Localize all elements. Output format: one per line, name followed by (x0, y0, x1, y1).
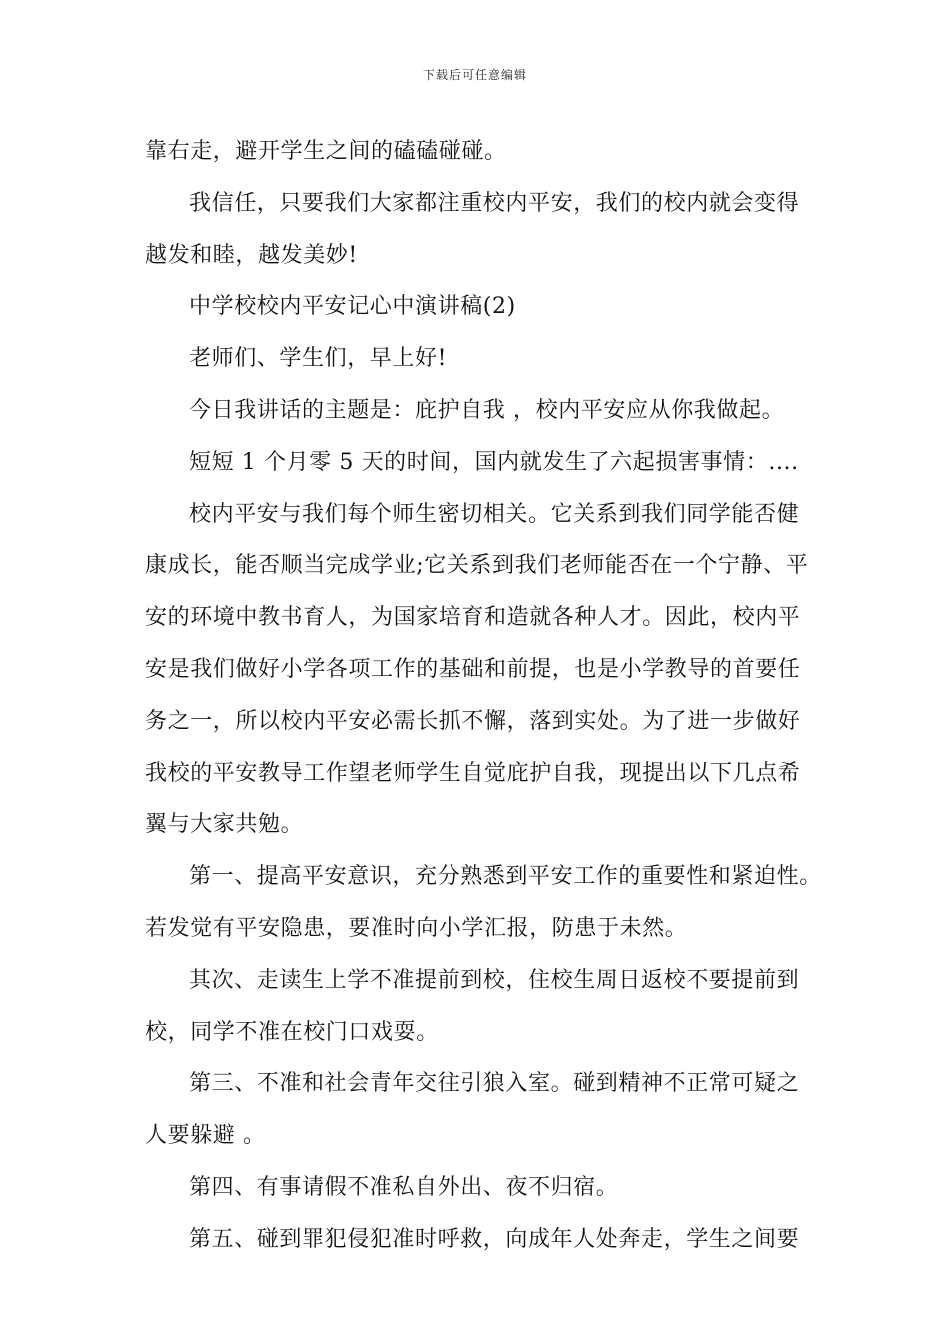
text-line: 安是我们做好小学各项工作的基础和前提，也是小学教导的首要任 (145, 656, 801, 682)
text-line: 第五、碰到罪犯侵犯准时呼救，向成年人处奔走，学生之间要 (189, 1226, 800, 1252)
text-line: 我校的平安教导工作望老师学生自觉庇护自我，现提出以下几点希 (145, 760, 801, 786)
section-title: 中学校校内平安记心中演讲稿(2) (189, 294, 516, 320)
text-line: 校，同学不准在校门口戏耍。 (145, 1019, 439, 1045)
text-line: 我信任，只要我们大家都注重校内平安，我们的校内就会变得 (189, 190, 800, 216)
text-line: 务之一，所以校内平安必需长抓不懈，落到实处。为了进一步做好 (145, 708, 801, 734)
text-line: 翼与大家共勉。 (145, 812, 304, 838)
page-header: 下载后可任意编辑 (422, 68, 527, 82)
text-line: 安的环境中教书育人，为国家培育和造就各种人才。因此，校内平 (145, 605, 801, 631)
text-line: 其次、走读生上学不准提前到校，住校生周日返校不要提前到 (189, 967, 800, 993)
text-line: 人要躲避 。 (145, 1123, 266, 1149)
greeting-line: 老师们、学生们，早上好! (189, 346, 448, 372)
text-line: 第一、提高平安意识，充分熟悉到平安工作的重要性和紧迫性。 (189, 864, 822, 890)
text-line: 康成长，能否顺当完成学业;它关系到我们老师能否在一个宁静、平 (145, 553, 809, 579)
text-line: 校内平安与我们每个师生密切相关。它关系到我们同学能否健 (189, 501, 800, 527)
document-body (145, 126, 822, 1266)
text-line: 靠右走，避开学生之间的磕磕碰碰。 (145, 139, 507, 164)
text-line: 第四、有事请假不准私自外出、夜不归宿。 (189, 1174, 619, 1200)
text-line: 今日我讲话的主题是：庇护自我 ，校内平安应从你我做起。 (189, 397, 785, 423)
text-line: 若发觉有平安隐患，要准时向小学汇报，防患于未然。 (145, 915, 688, 941)
text-line: 越发和睦，越发美妙! (145, 242, 358, 268)
text-line: 第三、不准和社会青年交往引狼入室。碰到精神不正常可疑之 (189, 1071, 800, 1097)
text-line: 短短 1 个月零 5 天的时间，国内就发生了六起损害事情：.... (189, 449, 799, 475)
